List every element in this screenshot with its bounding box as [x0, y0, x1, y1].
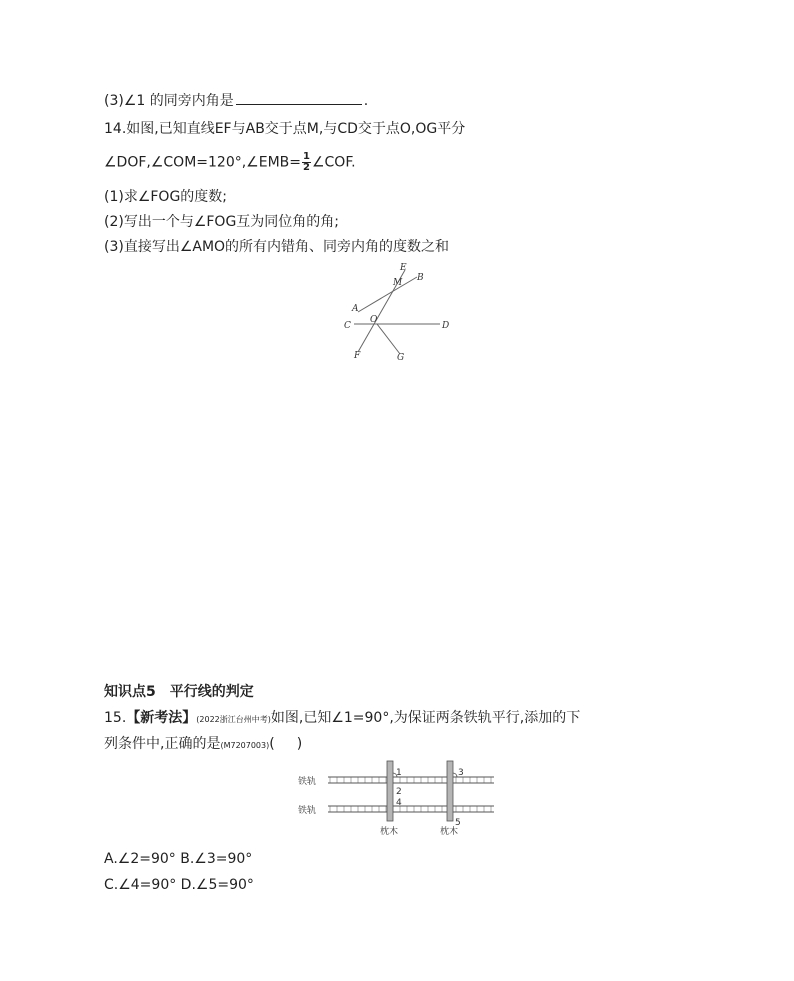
line-ab — [358, 277, 417, 312]
section-title: 知识点5 平行线的判定 — [104, 684, 254, 700]
sleeper-left — [387, 761, 393, 821]
sleeper-right — [447, 761, 453, 821]
q15-paren-close: ) — [296, 736, 303, 752]
rail-ties-bottom — [330, 806, 491, 812]
q13-part3-end: . — [363, 93, 369, 109]
q15-source: (2022浙江台州中考) — [196, 715, 271, 724]
q15-stem-b: 列条件中,正确的是 — [104, 736, 221, 752]
label-m: M — [393, 278, 403, 288]
q15-stem-a: 如图,已知∠1=90°,为保证两条铁轨平行,添加的下 — [270, 710, 581, 726]
q14-part2: (2)写出一个与∠FOG互为同位角的角; — [104, 214, 340, 230]
label-o: O — [370, 315, 378, 325]
label-c: C — [344, 321, 351, 331]
q13-part3 — [104, 90, 368, 110]
angle-label-2: 2 — [396, 787, 402, 797]
q15-code: (M7207003) — [220, 741, 270, 750]
ray-og — [377, 324, 400, 354]
q15-paren-open: ( — [269, 736, 275, 752]
q15-tag: 【新考法】 — [126, 710, 197, 726]
rail-ties-top — [330, 777, 491, 783]
label-d: D — [442, 321, 450, 331]
q14-stem-line2-a: ∠DOF,∠COM=120°,∠EMB= — [104, 154, 301, 171]
label-a: A — [352, 304, 359, 314]
q15-stem-line1 — [104, 709, 580, 729]
q14-part1: (1)求∠FOG的度数; — [104, 189, 228, 205]
q13-part3-text: (3)∠1 的同旁内角是 — [104, 93, 234, 109]
label-f: F — [354, 351, 361, 361]
q14-stem-line2-b: ∠COF. — [311, 154, 356, 171]
q14-stem-line1: 14.如图,已知直线EF与AB交于点M,与CD交于点O,OG平分 — [104, 121, 466, 137]
label-b: B — [417, 273, 424, 283]
q15-figure — [296, 758, 502, 842]
label-e: E — [400, 263, 407, 273]
q14-figure — [330, 258, 460, 368]
angle-label-4: 4 — [396, 798, 402, 808]
angle-label-3: 3 — [458, 768, 464, 778]
q14-part3: (3)直接写出∠AMO的所有内错角、同旁内角的度数之和 — [104, 239, 450, 255]
q15-number: 15. — [104, 710, 127, 726]
answer-blank[interactable] — [236, 90, 362, 105]
q15-stem-line2 — [104, 735, 302, 755]
sleeper-label-right: 枕木 — [440, 827, 459, 837]
fraction-half — [302, 152, 311, 173]
angle-label-1: 1 — [396, 768, 402, 778]
q15-options-line2: C.∠4=90° D.∠5=90° — [104, 877, 254, 893]
angle-arc-3 — [453, 773, 457, 777]
label-g: G — [397, 353, 405, 363]
fraction-denominator: 2 — [303, 162, 310, 173]
fraction-numerator: 1 — [303, 151, 310, 162]
angle-label-5: 5 — [455, 818, 461, 828]
sleeper-label-left: 枕木 — [380, 827, 399, 837]
q14-stem-line2 — [104, 152, 356, 173]
q15-options-line1: A.∠2=90° B.∠3=90° — [104, 851, 253, 867]
rail-label-top: 铁轨 — [298, 777, 317, 787]
rail-label-bottom: 铁轨 — [298, 806, 317, 816]
